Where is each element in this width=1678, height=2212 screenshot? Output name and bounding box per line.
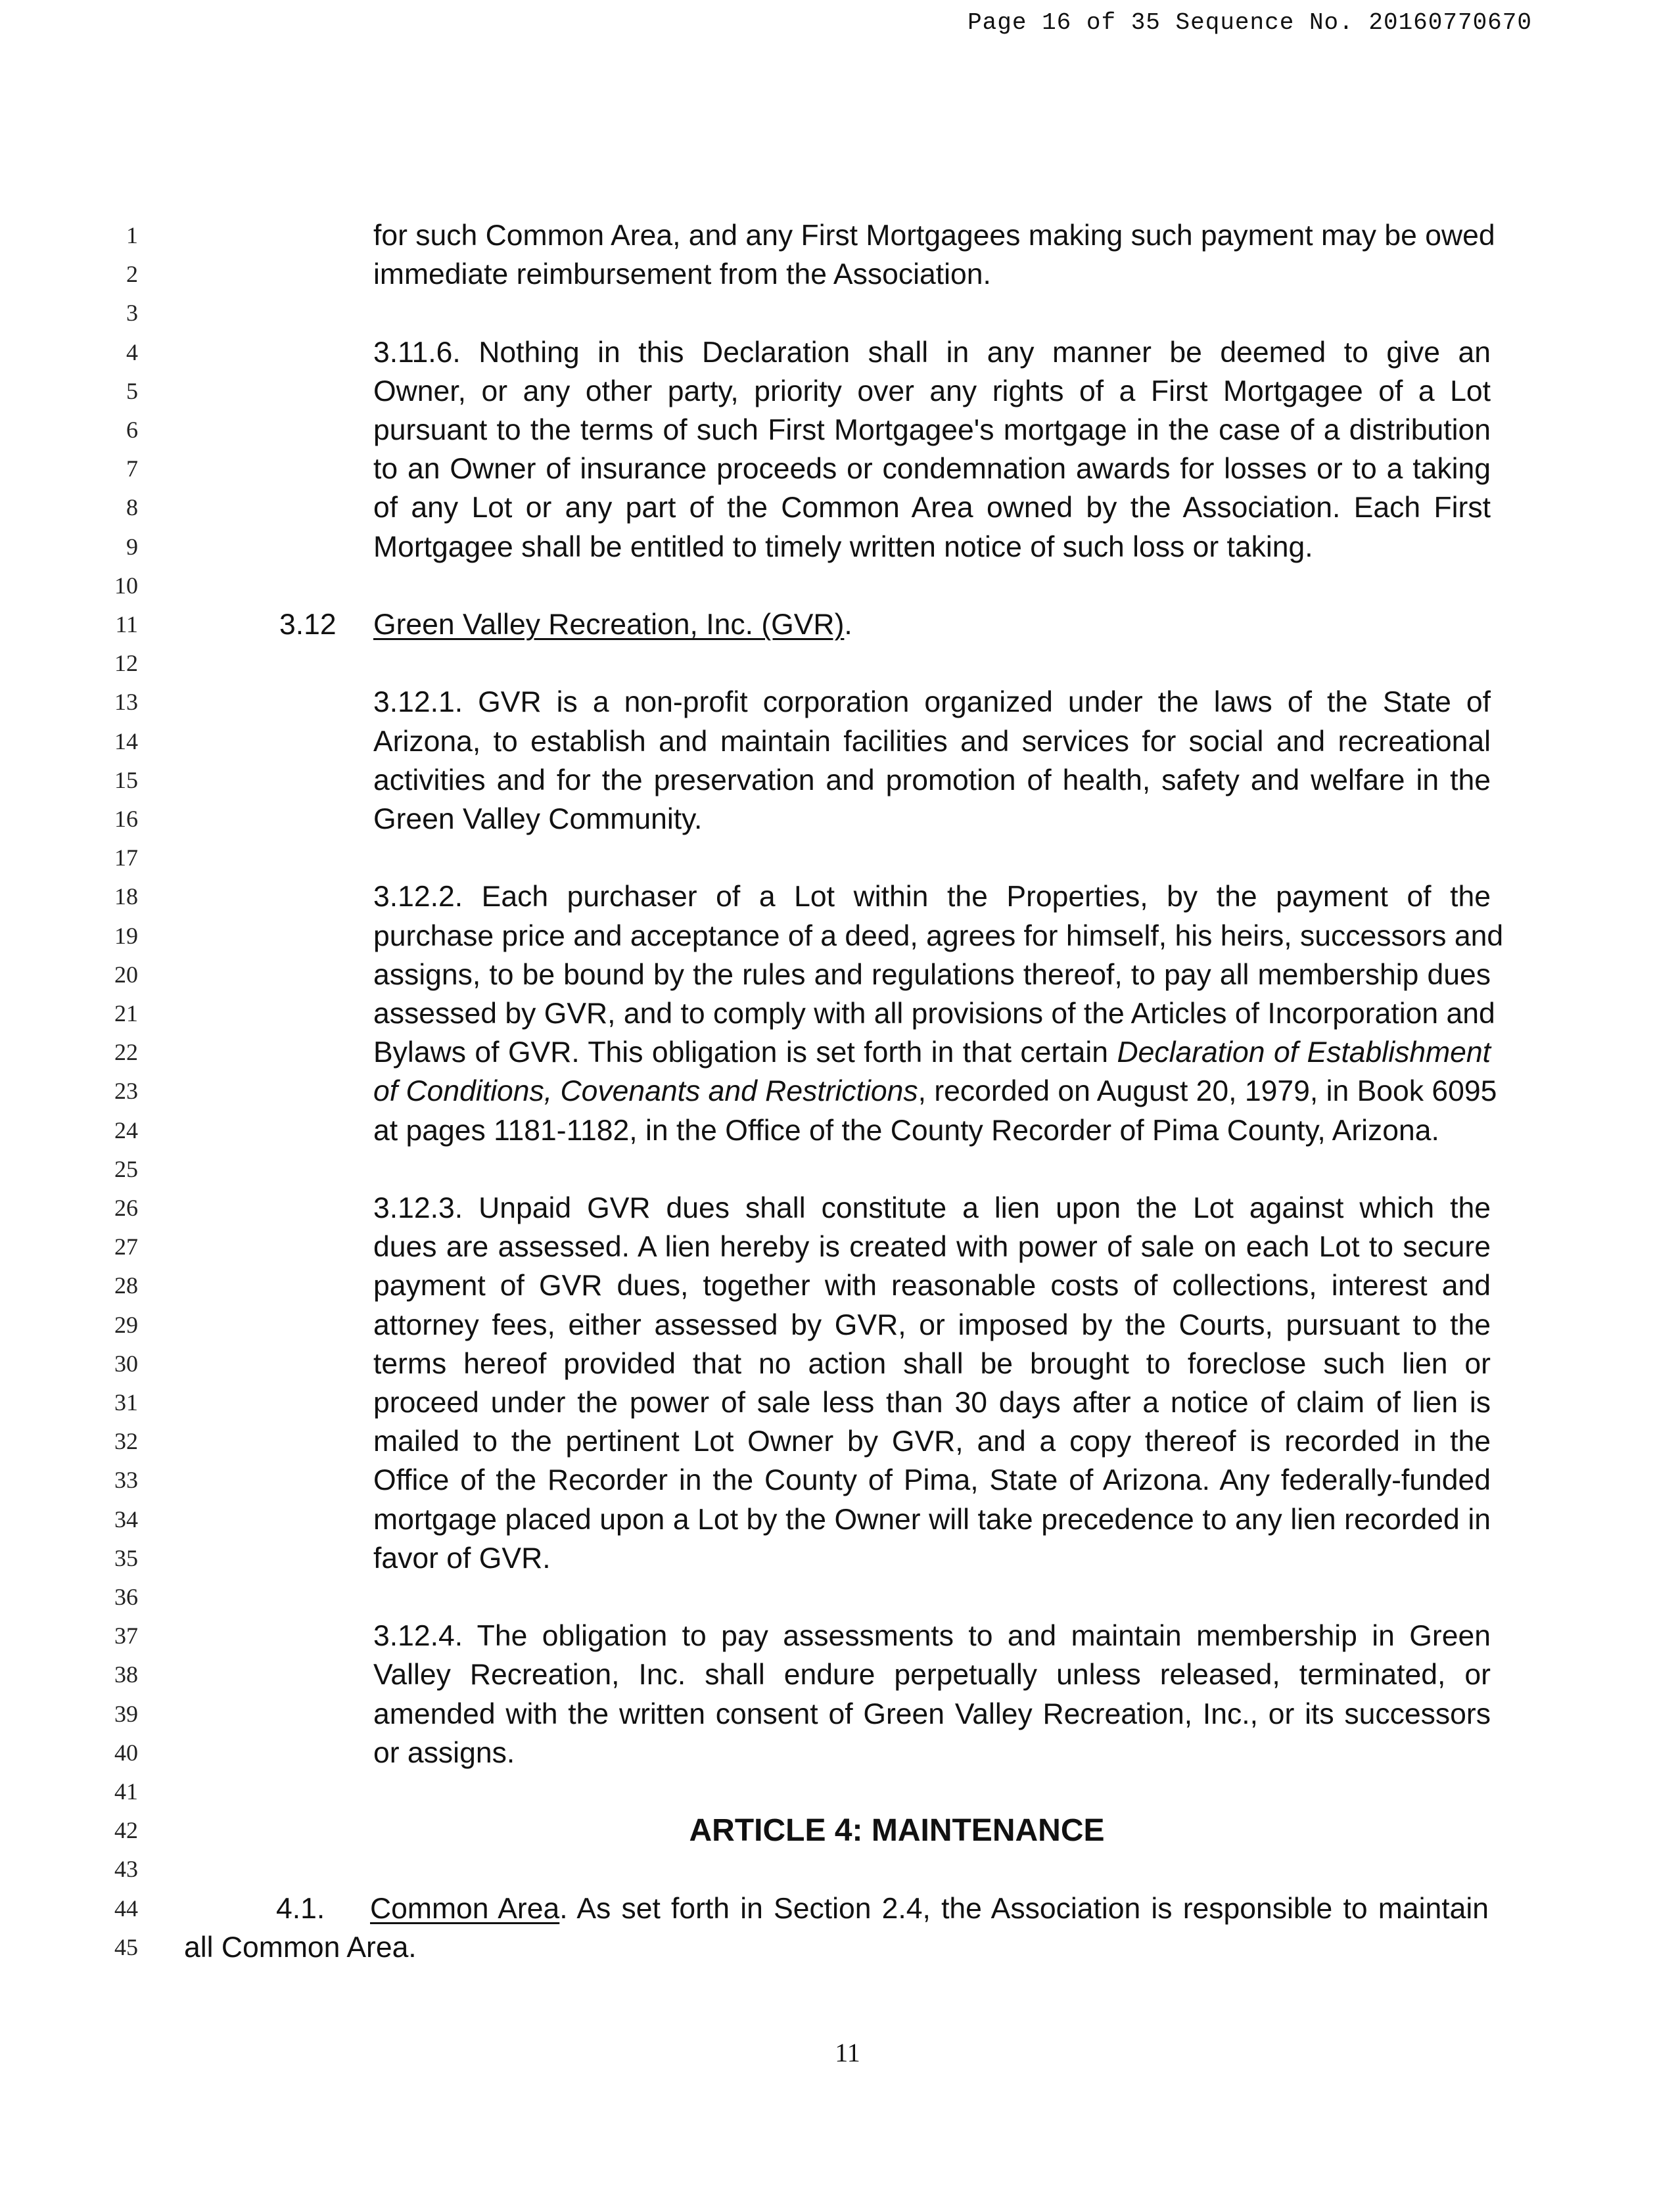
line-text: Valley Recreation, Inc. shall endure perpetually unless released, terminated, or	[373, 1659, 1491, 1692]
line-text: for such Common Area, and any First Mortgagees making such payment may be owed	[373, 219, 1495, 252]
article-heading: ARTICLE 4: MAINTENANCE	[689, 1813, 1105, 1849]
line-number: 42	[114, 1817, 138, 1844]
line-text: dues are assessed. A lien hereby is created with power of sale on each Lot to secure	[373, 1231, 1491, 1264]
document-line	[0, 1189, 1678, 1228]
document-line	[0, 839, 1678, 877]
document-line	[0, 917, 1678, 956]
line-number: 43	[114, 1856, 138, 1883]
document-line	[0, 1461, 1678, 1500]
line-number: 31	[114, 1389, 138, 1416]
line-number: 5	[126, 377, 138, 404]
line-text: 3.12.2. Each purchaser of a Lot within the Properties, by the payment of the	[373, 881, 1491, 913]
line-text: Green Valley Community.	[373, 803, 703, 835]
line-text: Mortgagee shall be entitled to timely written notice of such loss or taking.	[373, 530, 1313, 563]
document-line	[0, 877, 1678, 916]
document-line	[0, 605, 1678, 644]
document-line	[0, 1695, 1678, 1734]
document-line	[0, 1150, 1678, 1189]
document-line	[0, 761, 1678, 800]
document-line	[0, 1345, 1678, 1383]
document-line	[0, 1306, 1678, 1345]
line-text: activities and for the preservation and promotion of health, safety and welfare in the	[373, 764, 1491, 796]
line-text: purchase price and acceptance of a deed, agrees for himself, his heirs, successors and	[373, 919, 1504, 952]
line-number: 32	[114, 1428, 138, 1455]
line-text: amended with the written consent of Green Valley Recreation, Inc., or its successors	[373, 1697, 1491, 1730]
line-number: 16	[114, 806, 138, 832]
line-number: 27	[114, 1233, 138, 1260]
line-text-part: Bylaws of GVR. This obligation is set forth in that certain	[373, 1036, 1117, 1069]
line-text-part: . As set forth in Section 2.4, the Association is responsible to maintain	[559, 1892, 1489, 1925]
section-heading	[373, 605, 852, 644]
line-text: assessed by GVR, and to comply with all provisions of the Articles of Incorporation and	[373, 998, 1495, 1030]
line-text: 3.12.4. The obligation to pay assessments to and maintain membership in Green	[373, 1620, 1491, 1653]
line-text: mailed to the pertinent Lot Owner by GVR, and a copy thereof is recorded in the	[373, 1425, 1491, 1458]
document-line	[0, 333, 1678, 372]
document-line	[0, 294, 1678, 333]
document-line	[0, 1850, 1678, 1889]
line-number: 36	[114, 1584, 138, 1610]
line-number: 26	[114, 1195, 138, 1221]
document-line	[0, 411, 1678, 449]
line-number: 17	[114, 844, 138, 871]
line-text: immediate reimbursement from the Association.	[373, 258, 991, 291]
document-line	[0, 566, 1678, 605]
line-number: 39	[114, 1700, 138, 1727]
line-number: 24	[114, 1117, 138, 1143]
page-header: Page 16 of 35 Sequence No. 20160770670	[967, 9, 1532, 36]
line-text: proceed under the power of sale less than 30 days after a notice of claim of lien is	[373, 1387, 1491, 1419]
document-line	[0, 683, 1678, 722]
line-text: Office of the Recorder in the County of Pima, State of Arizona. Any federally-funded	[373, 1464, 1491, 1497]
line-text: all Common Area.	[184, 1931, 417, 1964]
line-number: 25	[114, 1155, 138, 1182]
document-line	[0, 1655, 1678, 1694]
document-line	[0, 1772, 1678, 1811]
document-line	[0, 1422, 1678, 1461]
line-text	[373, 1072, 1497, 1111]
document-title-italic: of Conditions, Covenants and Restrictions	[373, 1075, 918, 1108]
line-text-part: , recorded on August 20, 1979, in Book 6095	[918, 1075, 1497, 1108]
line-number: 7	[126, 455, 138, 482]
document-line	[0, 1111, 1678, 1150]
line-text: pursuant to the terms of such First Mortgagee's mortgage in the case of a distribution	[373, 414, 1491, 446]
line-number: 29	[114, 1311, 138, 1338]
document-line	[0, 1578, 1678, 1617]
document-line	[0, 488, 1678, 527]
document-line	[0, 644, 1678, 683]
document-line	[0, 956, 1678, 994]
line-text: 3.12.1. GVR is a non-profit corporation organized under the laws of the State of	[373, 686, 1491, 719]
line-number: 6	[126, 417, 138, 443]
document-line	[0, 528, 1678, 566]
document-line	[0, 1383, 1678, 1422]
document-line	[0, 722, 1678, 761]
line-number: 22	[114, 1039, 138, 1066]
line-text: or assigns.	[373, 1736, 515, 1769]
page-number: 11	[835, 2038, 860, 2067]
document-line	[0, 255, 1678, 294]
line-number: 23	[114, 1078, 138, 1105]
line-text: of any Lot or any part of the Common Area owned by the Association. Each First	[373, 492, 1491, 524]
line-text: 3.11.6. Nothing in this Declaration shall in any manner be deemed to give an	[373, 336, 1491, 369]
line-number: 13	[114, 689, 138, 716]
line-text: attorney fees, either assessed by GVR, or imposed by the Courts, pursuant to the	[373, 1308, 1491, 1341]
section-title: Common Area	[370, 1892, 560, 1925]
line-number: 8	[126, 494, 138, 521]
line-text: assigns, to be bound by the rules and regulations thereof, to pay all membership dues	[373, 958, 1491, 991]
line-text: Owner, or any other party, priority over any rights of a First Mortgagee of a Lot	[373, 375, 1491, 407]
section-number: 3.12	[279, 609, 337, 641]
line-number: 34	[114, 1506, 138, 1532]
line-number: 9	[126, 533, 138, 560]
document-line	[0, 800, 1678, 839]
line-number: 44	[114, 1895, 138, 1922]
line-number: 18	[114, 883, 138, 910]
line-number: 3	[126, 300, 138, 327]
document-line	[0, 1072, 1678, 1111]
line-number: 40	[114, 1739, 138, 1766]
line-text: Arizona, to establish and maintain facilities and services for social and recreational	[373, 725, 1491, 758]
line-text: 3.12.3. Unpaid GVR dues shall constitute a lien upon the Lot against which the	[373, 1192, 1491, 1224]
line-text	[373, 1033, 1491, 1072]
section-title-end: .	[844, 609, 852, 641]
line-number: 21	[114, 1000, 138, 1026]
document-line	[0, 449, 1678, 488]
document-line	[0, 994, 1678, 1033]
line-text: favor of GVR.	[373, 1542, 551, 1575]
line-number: 11	[115, 611, 138, 637]
document-line	[0, 372, 1678, 411]
line-text: to an Owner of insurance proceeds or condemnation awards for losses or to a taking	[373, 453, 1491, 486]
line-number: 20	[114, 961, 138, 988]
line-number: 10	[114, 572, 138, 599]
document-line	[0, 1928, 1678, 1967]
line-number: 12	[114, 650, 138, 677]
line-number: 28	[114, 1272, 138, 1299]
line-text: mortgage placed upon a Lot by the Owner will take precedence to any lien recorded in	[373, 1503, 1491, 1536]
line-number: 41	[114, 1778, 138, 1805]
line-number: 1	[126, 222, 138, 248]
document-line	[0, 1228, 1678, 1266]
line-number: 4	[126, 338, 138, 365]
line-number: 37	[114, 1623, 138, 1649]
document-line	[0, 1617, 1678, 1655]
line-text: at pages 1181-1182, in the Office of the County Recorder of Pima County, Arizona.	[373, 1114, 1439, 1147]
document-line	[0, 1033, 1678, 1072]
document-line	[0, 1734, 1678, 1772]
section-number: 4.1.	[276, 1892, 325, 1925]
line-number: 33	[114, 1467, 138, 1494]
document-line	[0, 1811, 1678, 1850]
line-number: 35	[114, 1544, 138, 1571]
line-number: 2	[126, 261, 138, 288]
document-line	[0, 1266, 1678, 1305]
line-text: terms hereof provided that no action shall be brought to foreclose such lien or	[373, 1347, 1491, 1380]
line-number: 30	[114, 1350, 138, 1377]
document-line	[0, 1539, 1678, 1578]
line-text: payment of GVR dues, together with reasonable costs of collections, interest and	[373, 1270, 1491, 1302]
line-number: 45	[114, 1933, 138, 1960]
line-number: 14	[114, 727, 138, 754]
section-title: Green Valley Recreation, Inc. (GVR)	[373, 609, 845, 641]
line-number: 15	[114, 766, 138, 793]
document-line	[0, 216, 1678, 255]
line-text	[370, 1889, 1489, 1928]
document-line	[0, 1500, 1678, 1539]
document-line	[0, 1889, 1678, 1928]
document-title-italic: Declaration of Establishment	[1117, 1036, 1491, 1069]
line-number: 38	[114, 1661, 138, 1688]
line-number: 19	[114, 922, 138, 949]
